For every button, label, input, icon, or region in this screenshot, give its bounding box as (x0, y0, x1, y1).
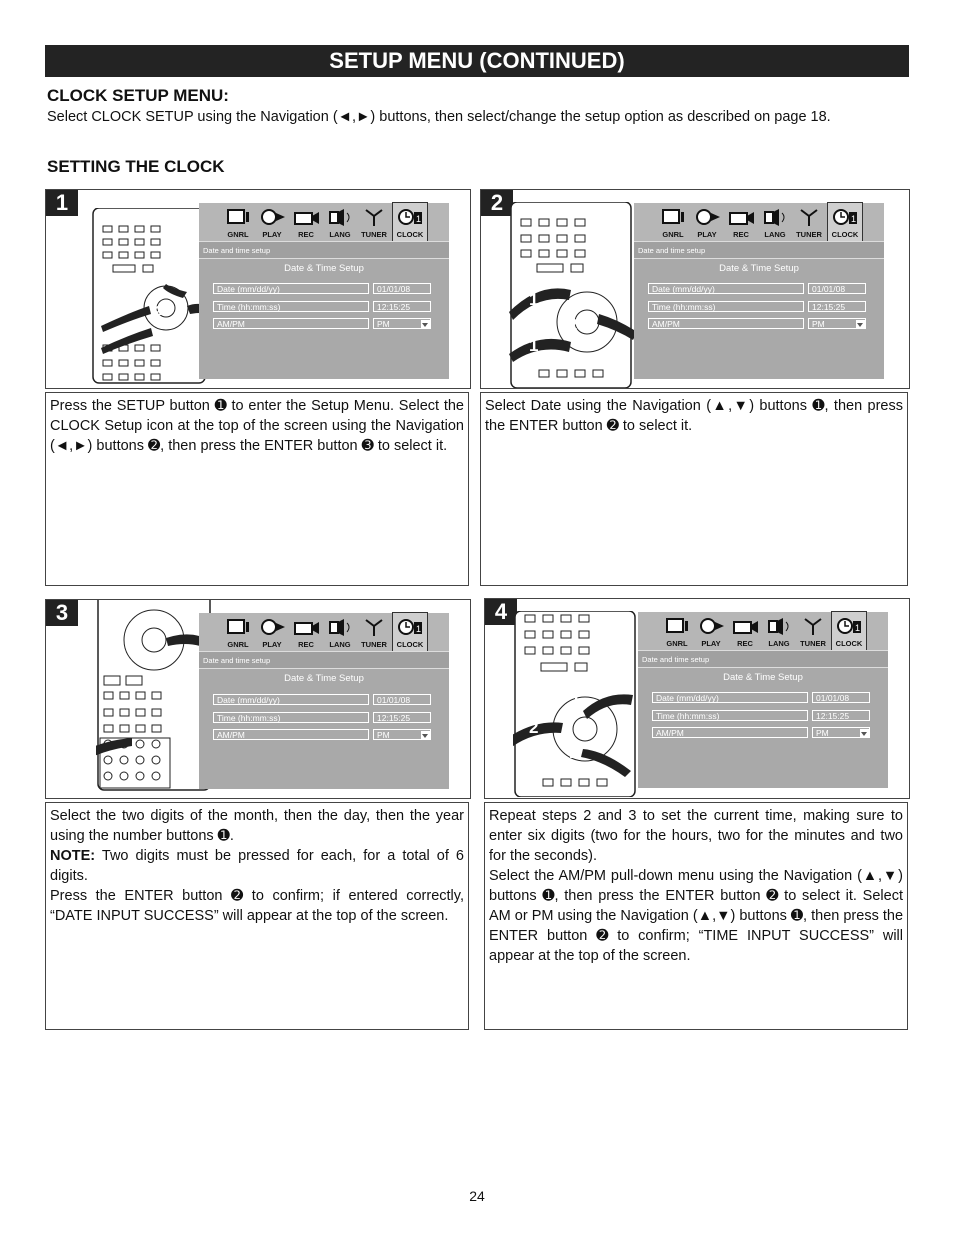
tab-label: GNRL (662, 230, 684, 239)
screen-title: Date & Time Setup (723, 672, 803, 683)
time-value[interactable]: 12:15:25 (373, 301, 431, 312)
tv-icon (225, 208, 251, 226)
date-label: Date (mm/dd/yy) (213, 283, 369, 294)
setup-icon-bar (199, 613, 449, 651)
ampm-row[interactable] (213, 729, 435, 741)
note-label: NOTE: (50, 848, 96, 864)
date-row[interactable] (213, 283, 435, 295)
tab-label: TUNER (800, 639, 826, 648)
ampm-value: PM (812, 319, 825, 329)
chevron-down-icon[interactable] (856, 320, 865, 329)
date-label: Date (mm/dd/yy) (648, 283, 804, 294)
antenna-icon (361, 618, 387, 636)
speaker-icon (762, 208, 788, 226)
camcorder-icon (732, 617, 758, 635)
callout-2: 2 (568, 315, 578, 334)
tab-play[interactable] (694, 612, 728, 650)
callout-2: 2 (84, 301, 92, 316)
tab-gnrl[interactable] (221, 613, 255, 651)
step-number: 4 (485, 599, 517, 625)
ampm-label: AM/PM (648, 318, 804, 329)
setup-screen (199, 613, 449, 789)
tab-lang[interactable] (323, 203, 357, 241)
time-value[interactable]: 12:15:25 (373, 712, 431, 723)
time-row[interactable] (213, 712, 435, 724)
step-4-instructions (484, 802, 908, 1030)
tab-lang[interactable] (323, 613, 357, 651)
svg-text:1: 1 (416, 214, 422, 224)
tab-rec[interactable] (728, 612, 762, 650)
tab-label: GNRL (666, 639, 688, 648)
ampm-label: AM/PM (213, 318, 369, 329)
date-label: Date (mm/dd/yy) (652, 692, 808, 703)
tab-lang[interactable] (762, 612, 796, 650)
ampm-value: PM (816, 728, 829, 738)
step-number: 2 (481, 190, 513, 216)
time-label: Time (hh:mm:ss) (213, 712, 369, 723)
tab-gnrl[interactable] (221, 203, 255, 241)
step-1-instructions (45, 392, 469, 586)
antenna-icon (796, 208, 822, 226)
callout-1: 1 (571, 689, 581, 708)
ampm-value: PM (377, 319, 390, 329)
step-4-paragraph: Repeat steps 2 and 3 to set the current time, making sure to enter six digits (two for the hours, two for the minutes and two for the seconds). (489, 808, 903, 864)
screen-header: Date and time setup (638, 650, 888, 668)
screen-title: Date & Time Setup (284, 673, 364, 684)
chevron-down-icon[interactable] (421, 731, 430, 740)
remote-control-illustration (91, 208, 211, 388)
time-row[interactable] (652, 710, 874, 722)
svg-text:1: 1 (851, 214, 857, 224)
step-4-paragraph: Select the AM/PM pull-down menu using the Navigation (▲,▼) buttons ➊, then press the ENTER button ➋ to select it. Select AM or PM using the Navigation (▲,▼) buttons ➊, then press the ENTER button ➋ to confirm; “TIME INPUT SUCCESS” will appear at the top of the screen. (489, 868, 904, 964)
tab-label: PLAY (262, 640, 282, 649)
camcorder-icon (293, 208, 319, 226)
tab-tuner[interactable] (357, 203, 391, 241)
clock-setup-intro: Select CLOCK SETUP using the Navigation (◄,►) buttons, then select/change the setup option as described on page 18. (47, 109, 831, 125)
setup-screen (199, 203, 449, 379)
callout-2: 2 (529, 718, 539, 737)
screen-header: Date and time setup (199, 241, 449, 259)
setup-screen (638, 612, 888, 788)
clock-icon (397, 618, 423, 636)
date-label: Date (mm/dd/yy) (213, 694, 369, 705)
callout-1: 1 (82, 738, 92, 757)
clock-icon (832, 208, 858, 226)
tab-label: REC (298, 230, 314, 239)
ampm-row[interactable] (648, 318, 870, 330)
step-4-figure (484, 598, 910, 799)
step-2-text: Select Date using the Navigation (▲,▼) buttons ➊, then press the ENTER button ➋ to select it. (485, 398, 903, 434)
antenna-icon (800, 617, 826, 635)
step-3-note (50, 846, 464, 886)
step-3-instructions (45, 802, 469, 1030)
tab-label: CLOCK (396, 640, 424, 649)
chevron-down-icon[interactable] (860, 729, 869, 738)
tab-label: LANG (329, 230, 351, 239)
step-1-text: Press the SETUP button ➊ to enter the Setup Menu. Select the CLOCK Setup icon at the top of the screen using the Navigation (◄,►) buttons ➋, then press the ENTER button ➌ to select it. (50, 398, 464, 454)
tv-icon (225, 618, 251, 636)
ampm-row[interactable] (213, 318, 435, 330)
tab-label: GNRL (227, 640, 249, 649)
tab-tuner[interactable] (796, 612, 830, 650)
disc-play-icon (259, 618, 285, 636)
step-3-figure (45, 599, 471, 799)
speaker-icon (766, 617, 792, 635)
ampm-label: AM/PM (213, 729, 369, 740)
setup-icon-bar (199, 203, 449, 241)
tv-icon (664, 617, 690, 635)
callout-2: 2 (155, 303, 163, 318)
antenna-icon (361, 208, 387, 226)
tab-label: GNRL (227, 230, 249, 239)
tab-label: TUNER (361, 230, 387, 239)
tab-rec[interactable] (289, 613, 323, 651)
tab-play[interactable] (255, 203, 289, 241)
setting-clock-heading: SETTING THE CLOCK (47, 157, 225, 176)
time-label: Time (hh:mm:ss) (648, 301, 804, 312)
remote-control-illustration (509, 202, 634, 388)
callout-1: 1 (529, 290, 539, 309)
note-text: Two digits must be pressed for each, for a total of 6 digits. (50, 848, 464, 884)
step-number: 1 (46, 190, 78, 216)
clock-icon (397, 208, 423, 226)
callout-2: 2 (151, 630, 161, 649)
tab-tuner[interactable] (357, 613, 391, 651)
tab-play[interactable] (690, 203, 724, 241)
tab-label: CLOCK (835, 639, 863, 648)
date-value[interactable]: 01/01/08 (373, 694, 431, 705)
setup-icon-bar (634, 203, 884, 241)
tab-label: TUNER (361, 640, 387, 649)
speaker-icon (327, 618, 353, 636)
date-row[interactable] (652, 692, 874, 704)
date-row[interactable] (648, 283, 870, 295)
screen-title: Date & Time Setup (284, 263, 364, 274)
callout-1: 1 (529, 336, 539, 355)
time-label: Time (hh:mm:ss) (652, 710, 808, 721)
step-number: 3 (46, 600, 78, 626)
tab-label: LANG (768, 639, 790, 648)
ampm-select[interactable] (373, 729, 431, 740)
callout-1: 1 (569, 743, 579, 762)
tab-tuner[interactable] (792, 203, 826, 241)
step-2-figure (480, 189, 910, 389)
tab-clock[interactable] (393, 203, 427, 241)
tab-label: CLOCK (831, 230, 859, 239)
step-2-instructions (480, 392, 908, 586)
screen-header: Date and time setup (634, 241, 884, 259)
svg-text:1: 1 (855, 623, 861, 633)
tab-label: PLAY (262, 230, 282, 239)
time-value[interactable]: 12:15:25 (812, 710, 870, 721)
screen-header: Date and time setup (199, 651, 449, 669)
date-value[interactable]: 01/01/08 (808, 283, 866, 294)
tab-label: TUNER (796, 230, 822, 239)
tab-gnrl[interactable] (660, 612, 694, 650)
speaker-icon (327, 208, 353, 226)
disc-play-icon (694, 208, 720, 226)
time-value[interactable]: 12:15:25 (808, 301, 866, 312)
disc-play-icon (259, 208, 285, 226)
tab-label: CLOCK (396, 230, 424, 239)
time-label: Time (hh:mm:ss) (213, 301, 369, 312)
chevron-down-icon[interactable] (421, 320, 430, 329)
disc-play-icon (698, 617, 724, 635)
clock-icon (836, 617, 862, 635)
setup-icon-bar (638, 612, 888, 650)
tab-label: LANG (329, 640, 351, 649)
tab-rec[interactable] (289, 203, 323, 241)
step-1-figure (45, 189, 471, 389)
tab-label: PLAY (701, 639, 721, 648)
tab-clock[interactable] (393, 613, 427, 651)
time-row[interactable] (648, 301, 870, 313)
date-value[interactable]: 01/01/08 (812, 692, 870, 703)
ampm-select[interactable] (808, 318, 866, 329)
tab-rec[interactable] (724, 203, 758, 241)
step-3-paragraph: Select the two digits of the month, then the day, then the year using the number buttons ➊. (50, 808, 464, 844)
tab-label: REC (737, 639, 753, 648)
screen-title: Date & Time Setup (719, 263, 799, 274)
tab-play[interactable] (255, 613, 289, 651)
tab-clock[interactable] (832, 612, 866, 650)
camcorder-icon (728, 208, 754, 226)
tab-label: REC (298, 640, 314, 649)
page-number: 24 (469, 1188, 485, 1204)
ampm-select[interactable] (812, 727, 870, 738)
clock-setup-heading: CLOCK SETUP MENU: (47, 86, 229, 105)
ampm-select[interactable] (373, 318, 431, 329)
page-banner: SETUP MENU (CONTINUED) (45, 45, 909, 77)
ampm-label: AM/PM (652, 727, 808, 738)
callout-3: 3 (136, 288, 144, 303)
setup-screen (634, 203, 884, 379)
ampm-row[interactable] (652, 727, 874, 739)
camcorder-icon (293, 618, 319, 636)
tab-gnrl[interactable] (656, 203, 690, 241)
svg-text:1: 1 (416, 624, 422, 634)
tab-clock[interactable] (828, 203, 862, 241)
callout-1: 1 (84, 324, 92, 339)
step-3-paragraph: Press the ENTER button ➋ to confirm; if entered correctly, “DATE INPUT SUCCESS” will appear at the top of the screen. (50, 888, 464, 924)
date-row[interactable] (213, 694, 435, 706)
date-value[interactable]: 01/01/08 (373, 283, 431, 294)
tv-icon (660, 208, 686, 226)
time-row[interactable] (213, 301, 435, 313)
ampm-value: PM (377, 730, 390, 740)
tab-label: REC (733, 230, 749, 239)
tab-label: PLAY (697, 230, 717, 239)
tab-lang[interactable] (758, 203, 792, 241)
tab-label: LANG (764, 230, 786, 239)
